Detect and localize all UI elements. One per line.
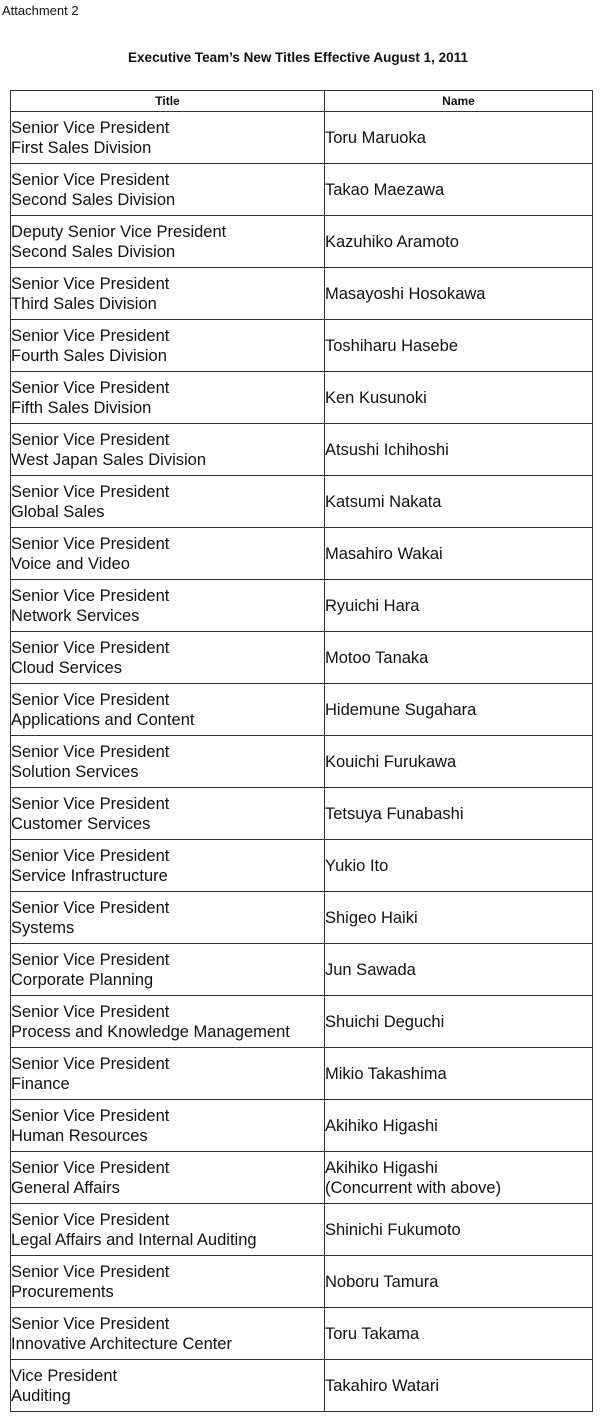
title-cell: [11, 1204, 325, 1256]
name-line: Shinichi Fukumoto: [325, 1220, 461, 1239]
name-line: Noboru Tamura: [325, 1272, 439, 1291]
title-line: Senior Vice President: [11, 638, 170, 657]
title-line: Senior Vice President: [11, 898, 170, 917]
name-cell: [325, 788, 593, 840]
name-line: Shigeo Haiki: [325, 908, 418, 927]
name-line: Takao Maezawa: [325, 180, 445, 199]
table-row: [11, 1256, 593, 1308]
title-line: Senior Vice President: [11, 1158, 170, 1177]
name-cell: [325, 268, 593, 320]
table-row: [11, 372, 593, 424]
title-line: West Japan Sales Division: [11, 450, 207, 469]
title-line: Senior Vice President: [11, 846, 170, 865]
table-row: [11, 1152, 593, 1204]
title-line: Senior Vice President: [11, 794, 170, 813]
title-line: Procurements: [11, 1282, 114, 1301]
name-cell: [325, 164, 593, 216]
title-line: Senior Vice President: [11, 274, 170, 293]
name-cell: [325, 424, 593, 476]
table-row: [11, 1204, 593, 1256]
title-line: Senior Vice President: [11, 534, 170, 553]
name-line: Atsushi Ichihoshi: [325, 440, 449, 459]
title-line: Senior Vice President: [11, 1314, 170, 1333]
title-line: Service Infrastructure: [11, 866, 168, 885]
title-cell: [11, 632, 325, 684]
name-line: Shuichi Deguchi: [325, 1012, 445, 1031]
title-line: Senior Vice President: [11, 586, 170, 605]
title-cell: [11, 1308, 325, 1360]
title-line: Senior Vice President: [11, 378, 170, 397]
name-cell: [325, 684, 593, 736]
title-cell: [11, 1100, 325, 1152]
title-line: Fourth Sales Division: [11, 346, 167, 365]
title-line: Corporate Planning: [11, 970, 154, 989]
name-cell: [325, 1204, 593, 1256]
title-line: Senior Vice President: [11, 690, 170, 709]
title-cell: [11, 424, 325, 476]
title-line: Applications and Content: [11, 710, 195, 729]
title-cell: [11, 788, 325, 840]
title-line: Legal Affairs and Internal Auditing: [11, 1230, 257, 1249]
name-line: Jun Sawada: [325, 960, 416, 979]
title-line: Vice President: [11, 1366, 118, 1385]
title-line: Second Sales Division: [11, 242, 176, 261]
title-cell: [11, 112, 325, 164]
title-cell: [11, 840, 325, 892]
name-cell: [325, 476, 593, 528]
name-line: Katsumi Nakata: [325, 492, 442, 511]
title-line: Auditing: [11, 1386, 71, 1405]
name-cell: [325, 840, 593, 892]
title-cell: [11, 736, 325, 788]
name-column-header: Name: [325, 91, 593, 112]
title-line: First Sales Division: [11, 138, 152, 157]
title-line: Senior Vice President: [11, 326, 170, 345]
name-line: Takahiro Watari: [325, 1376, 440, 1395]
table-row: [11, 632, 593, 684]
title-line: Senior Vice President: [11, 1002, 170, 1021]
name-line: Masayoshi Hosokawa: [325, 284, 486, 303]
table-row: [11, 580, 593, 632]
title-cell: [11, 892, 325, 944]
title-cell: [11, 580, 325, 632]
name-cell: [325, 736, 593, 788]
title-line: Human Resources: [11, 1126, 148, 1145]
table-row: [11, 476, 593, 528]
title-line: Deputy Senior Vice President: [11, 222, 227, 241]
title-cell: [11, 1256, 325, 1308]
title-line: Senior Vice President: [11, 118, 170, 137]
title-cell: [11, 1152, 325, 1204]
name-line: Toru Maruoka: [325, 128, 426, 147]
table-row: [11, 268, 593, 320]
name-cell: [325, 580, 593, 632]
title-line: Innovative Architecture Center: [11, 1334, 233, 1353]
table-row: [11, 1360, 593, 1412]
name-line: Akihiko Higashi: [325, 1158, 438, 1177]
title-line: Fifth Sales Division: [11, 398, 152, 417]
title-line: Senior Vice President: [11, 1054, 170, 1073]
name-cell: [325, 944, 593, 996]
title-line: Finance: [11, 1074, 70, 1093]
name-line: Ryuichi Hara: [325, 596, 420, 615]
attachment-label: Attachment 2: [2, 3, 79, 18]
executive-titles-table: [10, 90, 593, 1412]
document-title: Executive Team’s New Titles Effective August 1, 2011: [128, 50, 468, 65]
name-line: Kouichi Furukawa: [325, 752, 457, 771]
title-cell: [11, 1048, 325, 1100]
table-row: [11, 528, 593, 580]
table-row: [11, 840, 593, 892]
table-row: [11, 164, 593, 216]
table-row: [11, 320, 593, 372]
title-cell: [11, 320, 325, 372]
title-cell: [11, 944, 325, 996]
name-cell: [325, 1308, 593, 1360]
name-cell: [325, 1048, 593, 1100]
table-row: [11, 892, 593, 944]
name-line: Kazuhiko Aramoto: [325, 232, 459, 251]
title-line: Customer Services: [11, 814, 151, 833]
table-row: [11, 1100, 593, 1152]
name-line: Ken Kusunoki: [325, 388, 427, 407]
title-cell: [11, 996, 325, 1048]
name-cell: [325, 528, 593, 580]
name-line: Tetsuya Funabashi: [325, 804, 464, 823]
table-row: [11, 788, 593, 840]
name-line: Motoo Tanaka: [325, 648, 429, 667]
name-cell: [325, 1360, 593, 1412]
name-cell: [325, 1100, 593, 1152]
table-header-row: [11, 91, 593, 112]
name-cell: [325, 996, 593, 1048]
title-cell: [11, 164, 325, 216]
name-cell: [325, 632, 593, 684]
title-line: Second Sales Division: [11, 190, 176, 209]
title-cell: [11, 372, 325, 424]
title-cell: [11, 684, 325, 736]
title-line: Third Sales Division: [11, 294, 157, 313]
title-cell: [11, 268, 325, 320]
name-line: Akihiko Higashi: [325, 1116, 438, 1135]
title-line: General Affairs: [11, 1178, 120, 1197]
title-line: Solution Services: [11, 762, 139, 781]
table-body: [11, 112, 593, 1412]
title-line: Senior Vice President: [11, 950, 170, 969]
title-line: Voice and Video: [11, 554, 130, 573]
title-line: Senior Vice President: [11, 430, 170, 449]
name-cell: [325, 216, 593, 268]
name-cell: [325, 112, 593, 164]
title-line: Senior Vice President: [11, 482, 170, 501]
table-row: [11, 944, 593, 996]
name-line: Masahiro Wakai: [325, 544, 443, 563]
title-cell: [11, 216, 325, 268]
name-cell: [325, 372, 593, 424]
table-row: [11, 424, 593, 476]
name-line: Toshiharu Hasebe: [325, 336, 458, 355]
name-cell: [325, 1152, 593, 1204]
table-row: [11, 996, 593, 1048]
name-line: Yukio Ito: [325, 856, 389, 875]
title-line: Senior Vice President: [11, 1210, 170, 1229]
name-cell: [325, 892, 593, 944]
title-cell: [11, 1360, 325, 1412]
table-row: [11, 1048, 593, 1100]
title-cell: [11, 528, 325, 580]
title-line: Senior Vice President: [11, 1262, 170, 1281]
name-line: (Concurrent with above): [325, 1178, 502, 1197]
table-row: [11, 736, 593, 788]
title-line: Process and Knowledge Management: [11, 1022, 290, 1041]
name-cell: [325, 320, 593, 372]
table-row: [11, 216, 593, 268]
title-line: Cloud Services: [11, 658, 122, 677]
name-cell: [325, 1256, 593, 1308]
table-row: [11, 684, 593, 736]
table-row: [11, 112, 593, 164]
name-line: Toru Takama: [325, 1324, 420, 1343]
name-line: Hidemune Sugahara: [325, 700, 477, 719]
title-line: Senior Vice President: [11, 742, 170, 761]
table-row: [11, 1308, 593, 1360]
title-column-header: Title: [11, 91, 325, 112]
title-line: Network Services: [11, 606, 140, 625]
title-line: Systems: [11, 918, 75, 937]
title-line: Global Sales: [11, 502, 105, 521]
title-cell: [11, 476, 325, 528]
name-line: Mikio Takashima: [325, 1064, 447, 1083]
title-line: Senior Vice President: [11, 1106, 170, 1125]
title-line: Senior Vice President: [11, 170, 170, 189]
